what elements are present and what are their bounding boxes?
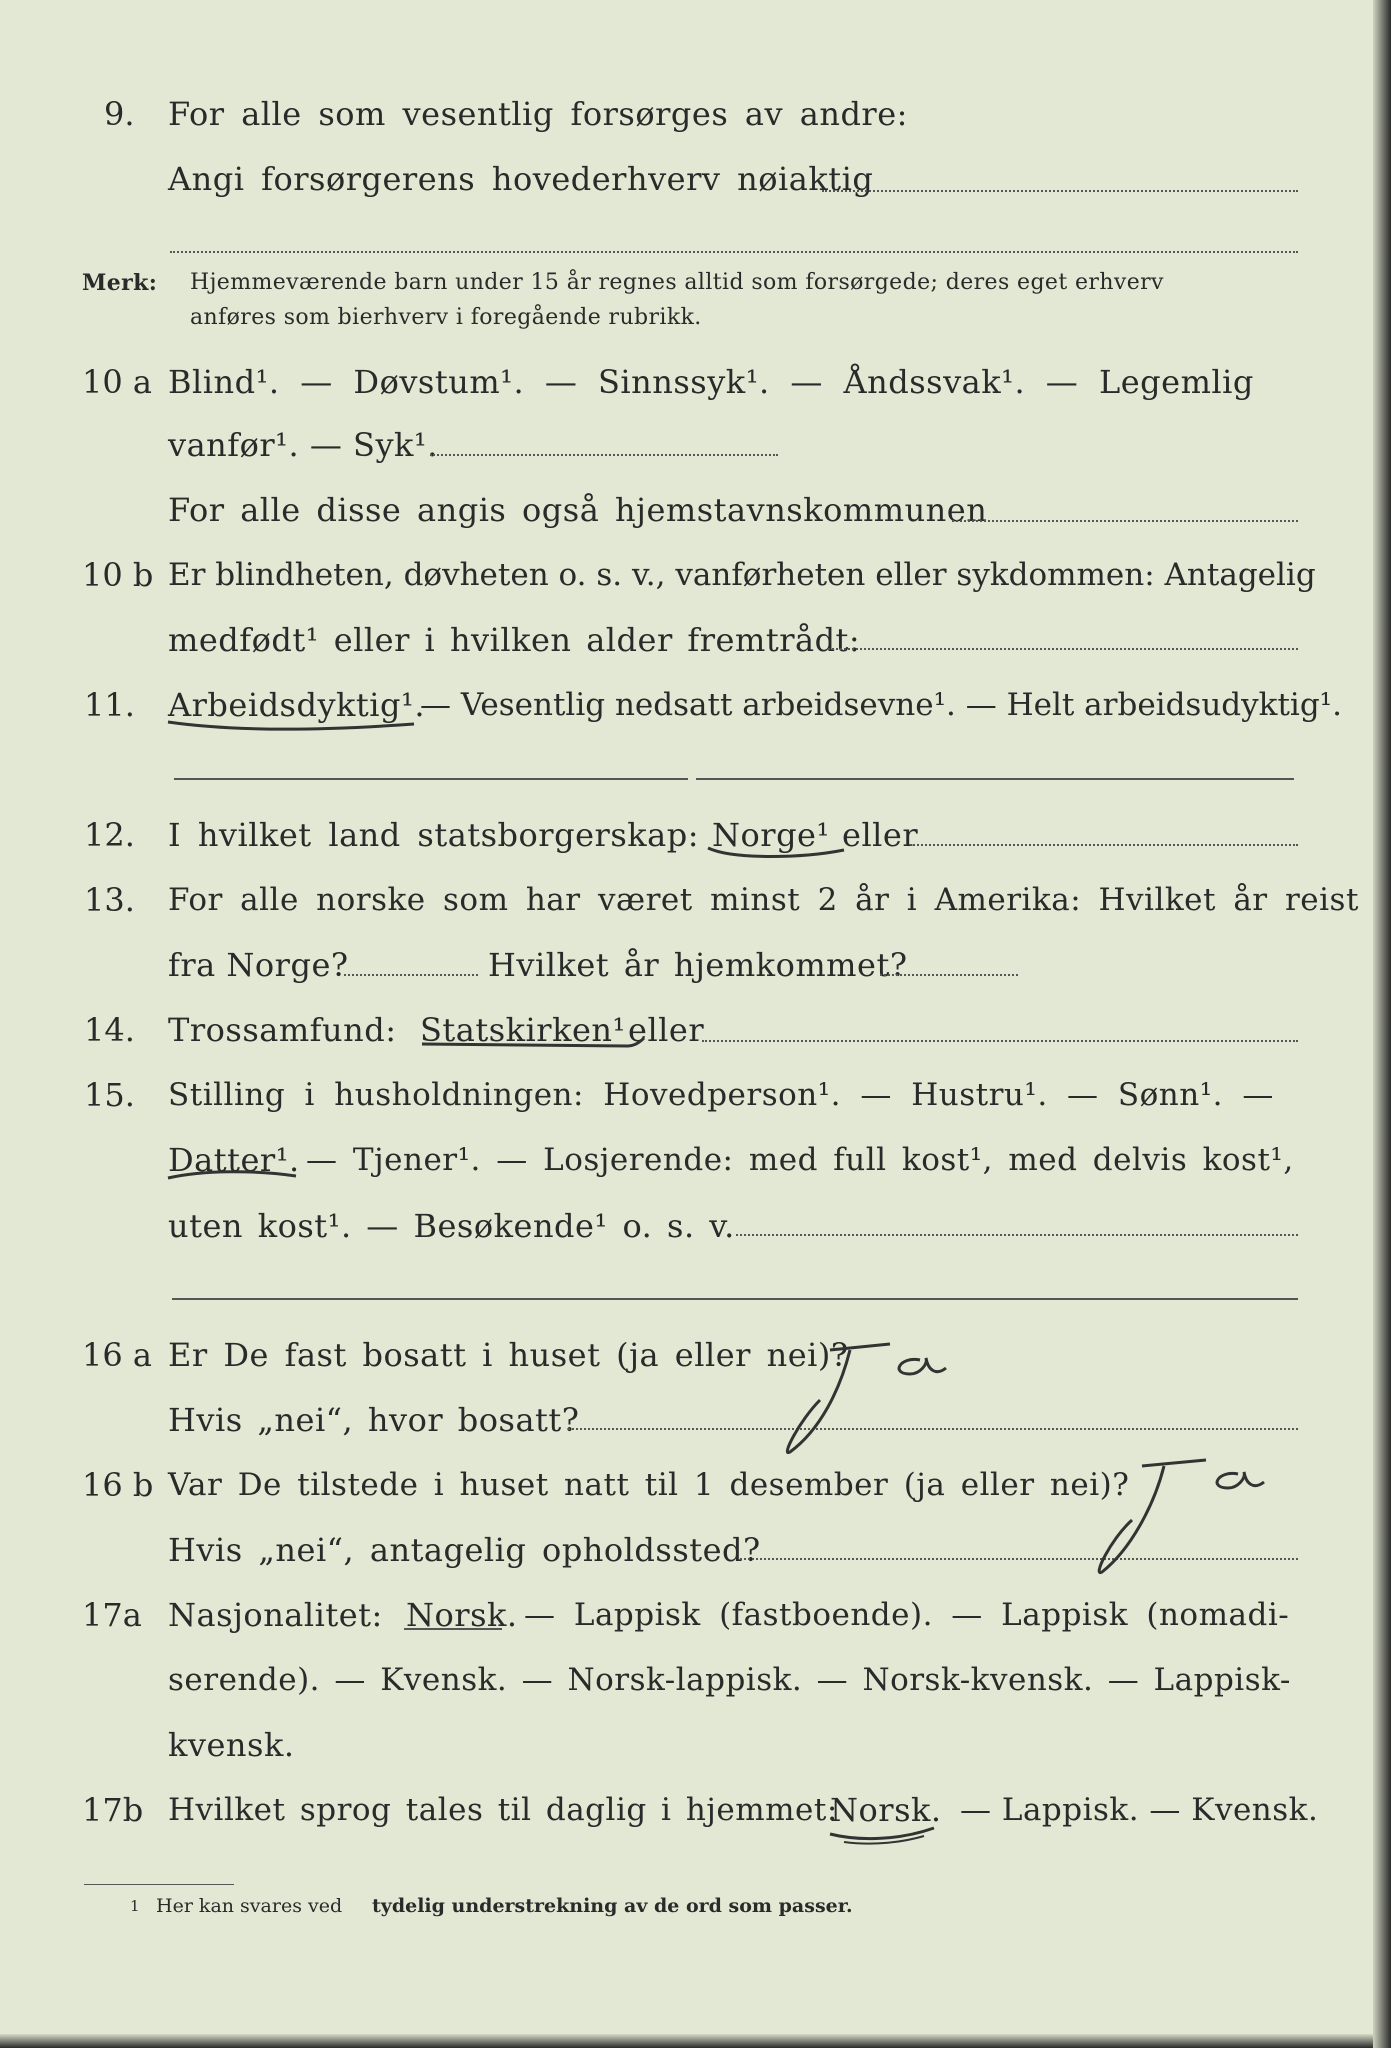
q15-opt-datter: Datter¹. (168, 1141, 300, 1179)
q15-line1: Stilling i husholdningen: Hovedperson¹. — Hustru¹. — Sønn¹. — (168, 1077, 1274, 1113)
q12-tail: eller (842, 816, 919, 854)
q14-opt-statskirken: Statskirken¹ (420, 1011, 626, 1049)
q15-number: 15. (84, 1076, 135, 1114)
footnote-mark: 1 (130, 1897, 140, 1915)
q11-rest: — Vesentlig nedsatt arbeidsevne¹. — Helt arbeidsudyktig¹. (420, 687, 1342, 723)
q10b-answer-line (828, 648, 1298, 650)
q16b-line2: Hvis „nei“, antagelig opholdssted? (168, 1531, 761, 1569)
q17a-line2: serende). — Kvensk. — Norsk-lappisk. — Norsk-kvensk. — Lappisk- (168, 1662, 1291, 1698)
q12-answer-line (910, 844, 1298, 846)
q16b-line1: Var De tilstede i huset natt til 1 desember (ja eller nei)? (168, 1467, 1130, 1503)
merk-line2: anføres som bierhverv i foregående rubrikk. (190, 305, 702, 330)
q13-number: 13. (84, 881, 135, 919)
q10a-line1: Blind¹. — Døvstum¹. — Sinnssyk¹. — Åndssvak¹. — Legemlig (168, 363, 1254, 401)
q10a-line3: For alle disse angis også hjemstavnskommunen (168, 491, 988, 529)
q15-handwritten-underline (164, 1164, 304, 1190)
q10a-number: 10 a (82, 363, 152, 401)
q17b-handwritten-underline (824, 1820, 944, 1850)
q12-number: 12. (84, 816, 135, 854)
q16a-line1: Er De fast bosatt i huset (ja eller nei)? (168, 1336, 849, 1374)
q11-number: 11. (84, 686, 135, 724)
q15-rule (172, 1298, 1298, 1300)
q9-number: 9. (104, 95, 135, 133)
q10b-number: 10 b (82, 556, 154, 594)
q17a-line1rest: — Lappisk (fastboende). — Lappisk (nomadi- (524, 1597, 1290, 1633)
q14-answer-line (702, 1040, 1298, 1042)
q12-handwritten-underline (704, 840, 854, 864)
q16a-handwritten-answer (770, 1330, 970, 1460)
q9-answer-line (822, 190, 1298, 192)
q12-opt-norge: Norge¹ (712, 816, 830, 854)
q17a-underline (404, 1628, 502, 1630)
q13-year-return-line (880, 974, 1018, 976)
q14-text: Trossamfund: (168, 1011, 397, 1049)
q10a-line3-answer (952, 520, 1298, 522)
q17a-label: Nasjonalitet: (168, 1596, 383, 1634)
q16b-handwritten-answer (1080, 1440, 1280, 1580)
q13-line2b: Hvilket år hjemkommet? (488, 946, 908, 984)
q17b-opt-norsk: Norsk. (830, 1791, 942, 1829)
q9-line1: For alle som vesentlig forsørges av andre: (168, 95, 908, 133)
q17b-text: Hvilket sprog tales til daglig i hjemmet: (168, 1792, 838, 1828)
q10b-line2: medfødt¹ eller i hvilken alder fremtrådt: (168, 621, 861, 659)
q14-number: 14. (84, 1011, 135, 1049)
footnote-text2: tydelig understrekning av de ord som passer. (372, 1895, 853, 1917)
q16a-line2: Hvis „nei“, hvor bosatt? (168, 1401, 580, 1439)
q13-year-left-line (344, 974, 478, 976)
q15-answer-line (736, 1234, 1298, 1236)
q14-tail: eller (628, 1011, 705, 1049)
q17a-opt-norsk: Norsk. (406, 1596, 518, 1634)
q9-line2: Angi forsørgerens hovederhverv nøiaktig (168, 160, 874, 198)
q11-opt-arbeidsdyktig: Arbeidsdyktig¹. (168, 686, 425, 724)
q11-rule-b (696, 778, 1294, 780)
q15-line3: uten kost¹. — Besøkende¹ o. s. v. (168, 1207, 735, 1245)
q16a-number: 16 a (82, 1336, 152, 1374)
q17a-number: 17a (82, 1596, 142, 1634)
q10b-line1: Er blindheten, døvheten o. s. v., vanførheten eller sykdommen: Antagelig (168, 557, 1316, 593)
q13-line1: For alle norske som har været minst 2 år i Amerika: Hvilket år reist (168, 882, 1359, 918)
q11-handwritten-underline (164, 712, 424, 734)
q9-extra-line (170, 251, 1298, 253)
q13-line2a: fra Norge? (168, 946, 349, 984)
q14-handwritten-underline (418, 1036, 648, 1058)
q10a-line2-answer (430, 454, 778, 456)
footnote-text1: Her kan svares ved (156, 1895, 343, 1917)
q12-text: I hvilket land statsborgerskap: (168, 816, 699, 854)
q15-line2rest: — Tjener¹. — Losjerende: med full kost¹, med delvis kost¹, (306, 1142, 1294, 1178)
q11-rule-a (174, 778, 688, 780)
q16b-number: 16 b (82, 1466, 154, 1504)
merk-line1: Hjemmeværende barn under 15 år regnes alltid som forsørgede; deres eget erhverv (190, 270, 1164, 295)
q10a-line2: vanfør¹. — Syk¹. (168, 426, 438, 464)
footnote-rule (84, 1884, 234, 1885)
q17b-rest: — Lappisk. — Kvensk. (960, 1792, 1319, 1828)
q17b-number: 17b (82, 1791, 144, 1829)
merk-label: Merk: (82, 270, 158, 296)
q17a-line3: kvensk. (168, 1726, 295, 1764)
